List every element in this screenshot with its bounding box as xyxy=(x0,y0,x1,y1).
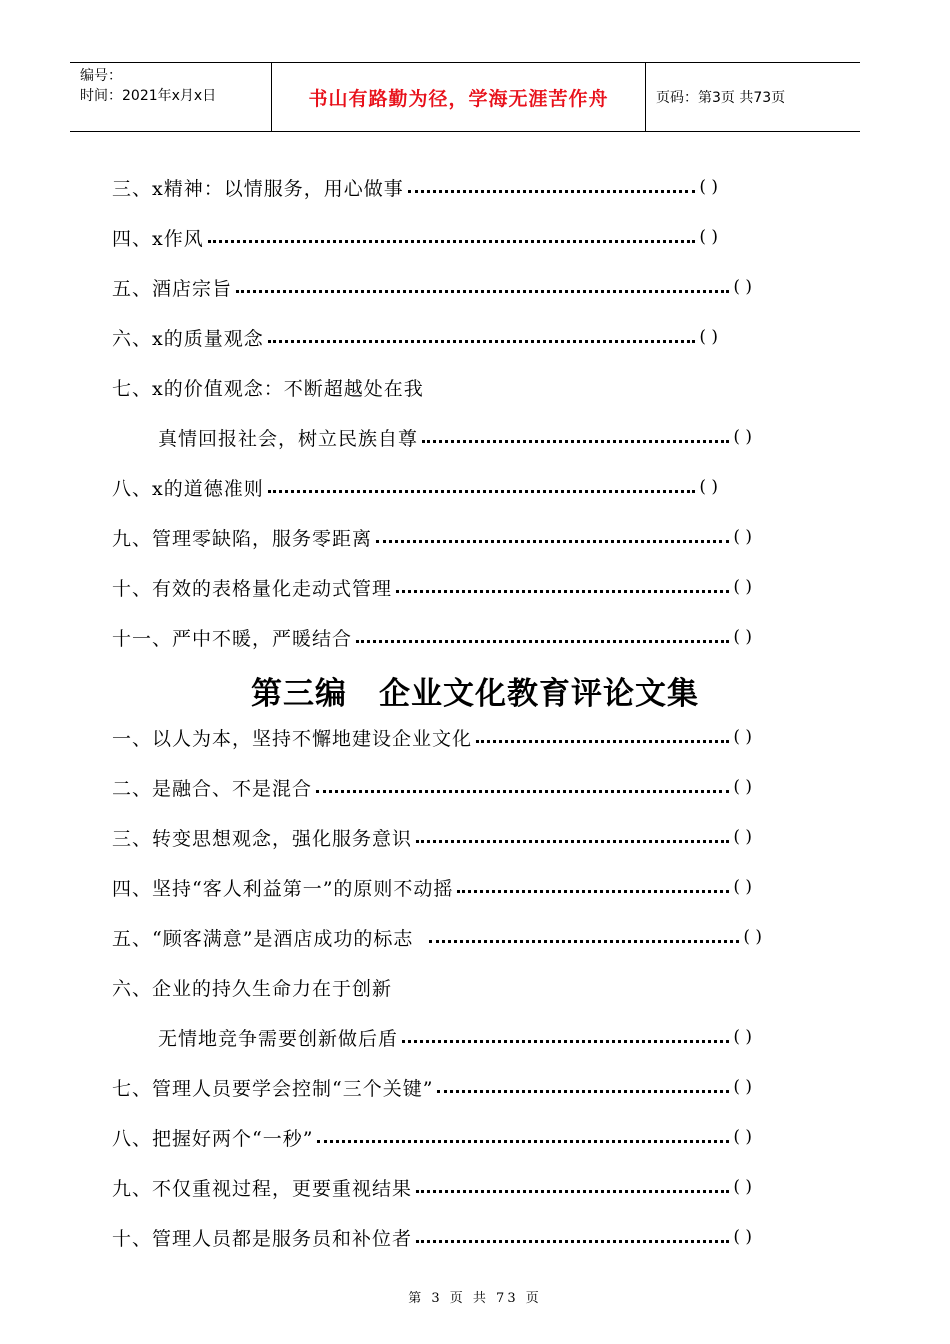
page-ref: ( ) xyxy=(699,327,718,347)
dot-leader xyxy=(416,1240,729,1243)
page-ref: ( ) xyxy=(743,927,762,947)
toc-entry-label: 十、管理人员都是服务员和补位者 xyxy=(112,1227,413,1250)
dot-leader xyxy=(429,940,739,943)
toc-entry-label: 二、是融合、不是混合 xyxy=(112,777,313,800)
dot-leader xyxy=(268,340,696,343)
dot-leader xyxy=(236,290,729,293)
dot-leader xyxy=(208,240,696,243)
page-ref: ( ) xyxy=(733,1077,752,1097)
header-page-cell xyxy=(646,63,860,131)
page-info: 页码：第3页 共73页 xyxy=(656,90,786,106)
toc-entry xyxy=(112,522,752,552)
toc-entry-label: 七、x的价值观念：不断超越处在我 xyxy=(112,377,424,400)
toc-entry-label: 六、企业的持久生命力在于创新 xyxy=(112,977,393,1000)
toc-entry-label: 三、转变思想观念，强化服务意识 xyxy=(112,827,413,850)
dot-leader xyxy=(422,440,729,443)
toc-entry xyxy=(112,1072,752,1102)
number-label: 编号： xyxy=(80,68,122,84)
toc-entry-label: 三、x精神：以情服务，用心做事 xyxy=(112,177,404,200)
toc-entry xyxy=(112,972,752,1002)
dot-leader xyxy=(396,590,729,593)
dot-leader xyxy=(376,540,729,543)
toc-entry-label: 真情回报社会，树立民族自尊 xyxy=(158,427,419,450)
page-ref: ( ) xyxy=(733,877,752,897)
toc-entry-label: 无情地竞争需要创新做后盾 xyxy=(158,1027,399,1050)
toc-entry-label: 四、x作风 xyxy=(112,227,204,250)
toc-entry xyxy=(112,272,752,302)
page-ref: ( ) xyxy=(733,627,752,647)
page-header xyxy=(70,62,860,132)
dot-leader xyxy=(317,1140,729,1143)
toc-entry xyxy=(112,722,752,752)
dot-leader xyxy=(416,840,729,843)
toc-entry-label: 四、坚持“客人利益第一”的原则不动摇 xyxy=(112,877,454,900)
page-ref: ( ) xyxy=(733,1027,752,1047)
toc-entry xyxy=(112,622,752,652)
page-ref: ( ) xyxy=(733,777,752,797)
toc-entry xyxy=(112,872,752,902)
dot-leader xyxy=(356,640,729,643)
toc-entry xyxy=(112,572,752,602)
dot-leader xyxy=(316,790,729,793)
header-meta xyxy=(70,63,270,131)
page-ref: ( ) xyxy=(733,827,752,847)
toc-entry xyxy=(112,322,718,352)
toc-entry-label: 一、以人为本，坚持不懈地建设企业文化 xyxy=(112,727,473,750)
toc-entry xyxy=(112,372,752,402)
toc-entry-label: 五、酒店宗旨 xyxy=(112,277,233,300)
page-ref: ( ) xyxy=(733,727,752,747)
toc-entry xyxy=(158,1022,752,1052)
toc-entry xyxy=(112,1172,752,1202)
toc-entry xyxy=(158,422,752,452)
page-ref: ( ) xyxy=(733,277,752,297)
page-ref: ( ) xyxy=(733,1127,752,1147)
toc-entry xyxy=(112,772,752,802)
dot-leader xyxy=(268,490,696,493)
toc-entry-label: 十一、严中不暖，严暖结合 xyxy=(112,627,353,650)
page-ref: ( ) xyxy=(733,427,752,447)
toc-entry-label: 五、“顾客满意”是酒店成功的标志 xyxy=(112,927,414,950)
toc-entry xyxy=(112,222,718,252)
dot-leader xyxy=(416,1190,729,1193)
page-ref: ( ) xyxy=(733,577,752,597)
toc-entry xyxy=(112,472,718,502)
header-motto-cell xyxy=(271,63,646,131)
date-label: 时间：2021年x月x日 xyxy=(80,88,217,104)
toc-entry-label: 九、不仅重视过程，更要重视结果 xyxy=(112,1177,413,1200)
dot-leader xyxy=(476,740,729,743)
toc-entry-label: 九、管理零缺陷，服务零距离 xyxy=(112,527,373,550)
page-ref: ( ) xyxy=(733,1227,752,1247)
toc-entry-label: 八、x的道德准则 xyxy=(112,477,264,500)
toc-entry-label: 十、有效的表格量化走动式管理 xyxy=(112,577,393,600)
toc-entry xyxy=(112,922,762,952)
toc-entry xyxy=(112,172,718,202)
toc-entry-label: 七、管理人员要学会控制“三个关键” xyxy=(112,1077,434,1100)
dot-leader xyxy=(402,1040,729,1043)
page-ref: ( ) xyxy=(733,1177,752,1197)
page-ref: ( ) xyxy=(699,477,718,497)
toc-entry xyxy=(112,1122,752,1152)
toc-entry xyxy=(112,822,752,852)
section-title: 第三编 企业文化教育评论文集 xyxy=(251,676,699,712)
page-ref: ( ) xyxy=(699,177,718,197)
page-footer: 第 3 页 共 73 页 xyxy=(408,1291,542,1306)
dot-leader xyxy=(408,190,696,193)
toc-entry-label: 六、x的质量观念 xyxy=(112,327,264,350)
motto-text: 书山有路勤为径，学海无涯苦作舟 xyxy=(308,87,609,110)
toc-entry xyxy=(112,1222,752,1252)
page-ref: ( ) xyxy=(699,227,718,247)
dot-leader xyxy=(437,1090,729,1093)
dot-leader xyxy=(457,890,729,893)
toc-entry-label: 八、把握好两个“一秒” xyxy=(112,1127,314,1150)
page-ref: ( ) xyxy=(733,527,752,547)
